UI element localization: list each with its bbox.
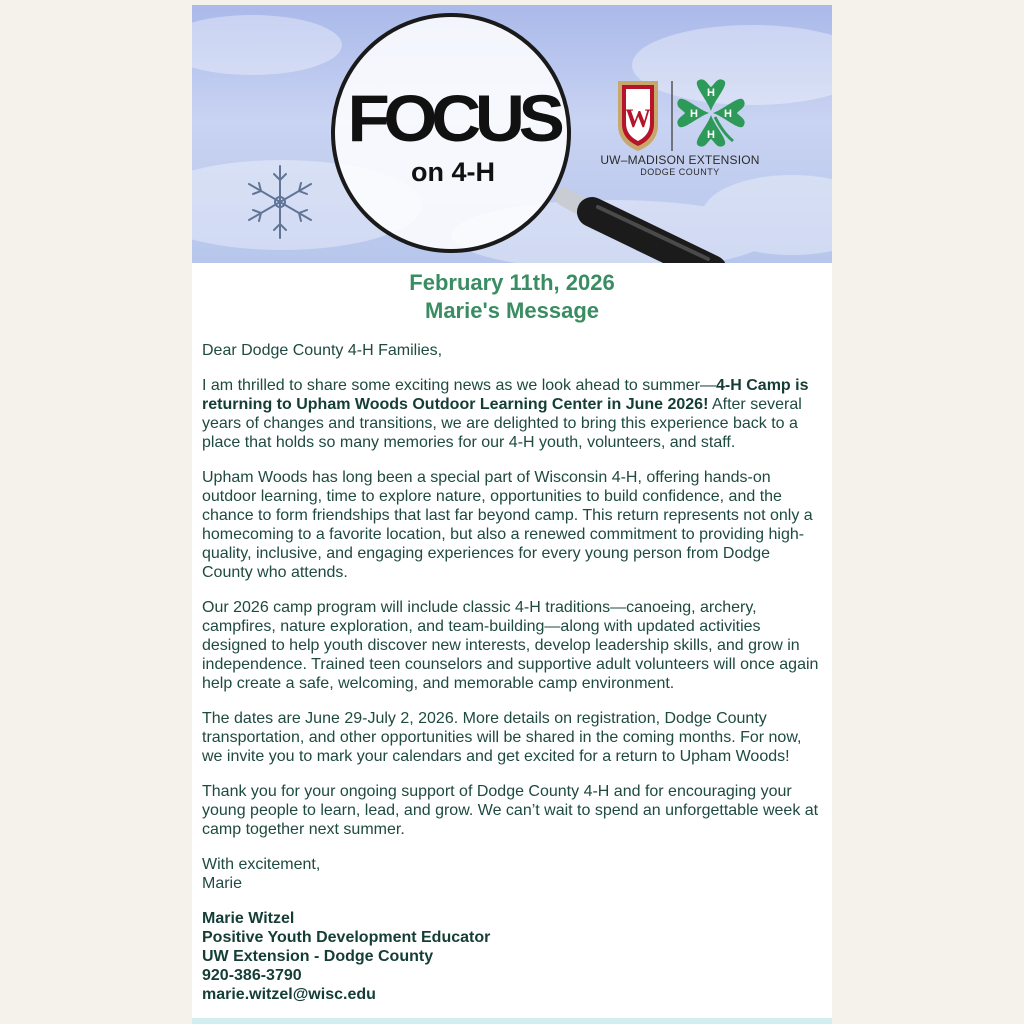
clover-letter: H <box>707 129 715 141</box>
issue-date: February 11th, 2026 <box>409 270 615 295</box>
paragraph-rest: After several years of changes and transitions, we are delighted to bring this experience back to a place that holds so many memories for our 4-H youth, volunteers, and staff. <box>202 396 802 451</box>
camp-highlight: 4-H Camp is returning to Upham Woods Outdoor Learning Center in June 2026! <box>202 377 809 413</box>
signature-title: Positive Youth Development Educator <box>202 929 491 946</box>
crest-letter: W <box>625 104 651 133</box>
newsletter <box>192 5 832 1024</box>
signature-name: Marie Witzel <box>202 910 295 927</box>
paragraph-program: Our 2026 camp program will include classic 4-H traditions—canoeing, archery, campfires, nature exploration, and team-building—along with updated activities designed to help youth discover new interests, develop leadership skills, and grow in independence. Trained teen counselors and supportive adult volunteers will once again help create a safe, welcoming, and memorable camp environment. <box>202 599 819 692</box>
extension-county: DODGE COUNTY <box>640 167 720 177</box>
focus-wordmark: FOCUS <box>347 81 559 155</box>
clover-letter: H <box>724 108 732 120</box>
signature-block <box>202 909 822 1004</box>
greeting: Dear Dodge County 4-H Families, <box>202 342 443 359</box>
paragraph-camp-announcement <box>202 376 822 452</box>
closing-line: With excitement, <box>202 856 321 873</box>
closing-name: Marie <box>202 875 243 892</box>
signature-phone[interactable]: 920-386-3790 <box>202 967 302 984</box>
focus-logo <box>342 81 564 188</box>
signature-org: UW Extension - Dodge County <box>202 948 434 965</box>
paragraph-dates: The dates are June 29-July 2, 2026. More details on registration, Dodge County transportation, and other opportunities will be shared in the coming months. For now, we invite you to mark your calendars and get excited for a return to Upham Woods! <box>202 710 802 765</box>
message-title: Marie's Message <box>425 298 599 323</box>
signature-email-link[interactable]: marie.witzel@wisc.edu <box>202 986 376 1003</box>
newsletter-heading <box>192 269 832 325</box>
paragraph-thanks: Thank you for your ongoing support of Dodge County 4-H and for encouraging your young people to learn, lead, and grow. We can’t wait to spend an unforgettable week at camp together next summer. <box>202 783 819 838</box>
focus-subtitle: on 4-H <box>411 157 495 187</box>
letter-body <box>192 341 832 1004</box>
header-banner <box>192 5 832 263</box>
clover-letter: H <box>690 108 698 120</box>
closing <box>202 855 822 893</box>
paragraph-intro: I am thrilled to share some exciting news as we look ahead to summer— <box>202 377 717 394</box>
uw-crest-logo <box>618 81 658 151</box>
footer-band <box>192 1018 832 1024</box>
paragraph-upham-woods: Upham Woods has long been a special part of Wisconsin 4-H, offering hands-on outdoor learning, time to explore nature, opportunities to build confidence, and the chance to form friendships that last far beyond camp. This return represents not only a homecoming to a favorite location, but also a renewed commitment to providing high-quality, inclusive, and engaging experiences for every young person from Dodge County who attends. <box>202 469 813 581</box>
clover-letter: H <box>707 87 715 99</box>
extension-name: UW–MADISON EXTENSION <box>600 153 760 167</box>
